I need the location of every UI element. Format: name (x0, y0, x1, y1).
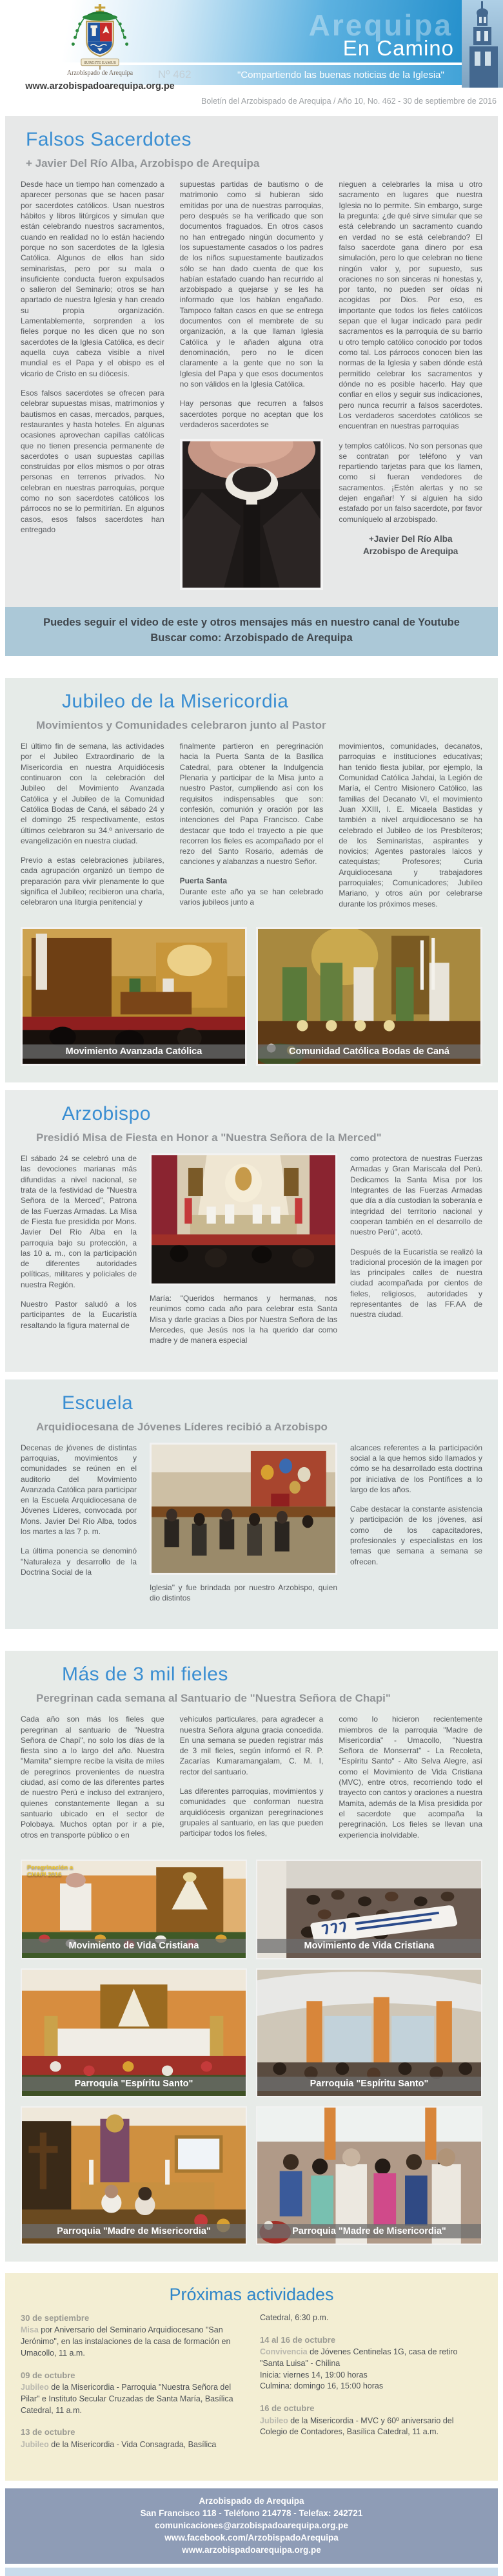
agenda-date: 16 de octubre (260, 2403, 315, 2414)
article-column-2 (150, 1443, 337, 1613)
logo-block (19, 3, 181, 91)
article-column-1 (21, 1443, 137, 1613)
article-column-3 (350, 1443, 482, 1613)
article-column-2 (150, 1153, 337, 1355)
article-column-3 (339, 741, 482, 918)
youtube-banner (5, 607, 498, 656)
agenda-item (260, 2312, 482, 2324)
agenda-item (260, 2403, 482, 2438)
photo-caption: Parroquia "Madre de Misericordia" (257, 2224, 481, 2238)
signature-role: Arzobispo de Arequipa (363, 546, 459, 556)
agenda-lead: Jubileo (21, 2383, 49, 2392)
photo-madre-misericordia-crowd (256, 2106, 482, 2245)
photo-caption: Movimiento de Vida Cristiana (257, 1939, 481, 1953)
footer (5, 2488, 498, 2564)
section-subtitle: Arquidiocesana de Jóvenes Líderes recibió a Arzobispo (36, 1420, 328, 1433)
photo-misa-merced (150, 1153, 337, 1285)
brand-title: En Camino (342, 36, 454, 60)
agenda-lead: Jubileo (260, 2416, 288, 2425)
photo-movimiento-avanzada-catolica (21, 927, 247, 1066)
section-subtitle: Movimientos y Comunidades celebraron junto al Pastor (36, 719, 326, 732)
agenda-date: 13 de octubre (21, 2427, 75, 2437)
article-column-1 (21, 1714, 164, 1849)
section-falsos-sacerdotes (5, 116, 498, 607)
photo-caption: Comunidad Católica Bodas de Caná (258, 1044, 480, 1059)
youtube-banner-line1: Puedes seguir el video de este y otros mensajes más en nuestro canal de Youtube (43, 617, 460, 629)
article-signature (339, 533, 482, 558)
footer-facebook-link[interactable]: www.facebook.com/ArzobispadoArequipa (164, 2533, 339, 2543)
footer-org: Arzobispado de Arequipa (199, 2495, 304, 2506)
article-paragraph: vehículos particulares, para agradecer a nuestra Señora alguna gracia concedida. En una semana se pueden registrar más de 3 mil fieles, según informó el R. P. Zacarías Kumaramangalam, C. M. I, rector del santuario. (179, 1715, 324, 1776)
article-paragraph: Desde hace un tiempo han comenzado a aparecer personas que se hacen pasar por sacerdotes católicos. Usan nuestros hábitos y libros litúrgicos y simulan que están celebrando nuestros sacramentos, cuando en realidad no lo están haciendo porque no son sacerdotes de la Iglesia Católica. Algunos de ellos han sido seminaristas, pero por su mala o insuficiente conducta fueron expulsados o salieron del Seminario; otros se han apartado de nuestra Iglesia y han creado su propia organización. Lamentablemente, sorprenden a los fieles porque no les dicen que no son sacerdotes de la Iglesia Católica, es decir aquella cuya cabeza visible a nivel mundial es el Papa y el obispo es el vicario de Cristo en su diócesis. (21, 180, 164, 378)
issue-number: Nº 462 (158, 68, 192, 81)
section-title: Escuela (62, 1392, 133, 1414)
article-paragraph: movimientos, comunidades, decanatos, parroquias e instituciones educativas; han tenido fiesta jubilar, por ejemplo, la Comunidad Católica Jahdai, la Legión de María, el Centro Misionero Católico, las familias del Decanato VI, el movimiento Juan XXIII, I. E. Micaela Bastidas y también a nivel arquidiocesano se ha celebrado el Jubileo de los Presbíteros; de los Seminaristas, aspirantes y novicios; Agentes pastorales laicos y catequistas; Profesores; Curia Arquidiocesana y trabajadores parroquiales; Comunicadores; Jubileo Mariano, y otros aún por celebrarse durante los próximos meses. (339, 742, 483, 908)
article-column-2 (180, 1714, 324, 1849)
agenda-item (21, 2370, 243, 2417)
article-paragraph: María: "Queridos hermanos y hermanas, nos reunimos como cada año para celebrar esta Santa Misa y darle gracias a Dios por Nuestra Señora de las Mercedes, que Jesús nos la ha querido dar como madre y de manera especial (150, 1294, 337, 1345)
section-title: Jubileo de la Misericordia (62, 691, 289, 713)
agenda-text-line3: Culmina: domingo 16, 15:00 horas (260, 2381, 384, 2391)
youtube-banner-line2[interactable]: Buscar como: Arzobispado de Arequipa (150, 632, 353, 644)
section-jubileo (5, 678, 498, 1082)
article-paragraph: finalmente partieron en peregrinación hacia la Puerta Santa de la Basílica Catedral, para obtener la Indulgencia Plenaria y participar de la Misa junto a nuestro Pastor, cumpliendo así con los requisitos indispensables que son: confesión, comunión y oración por las intenciones del Papa Francisco. Cabe destacar que todo el trayecto a pie que recorren los fieles es acompañado por el rezo del Santo Rosario, además de canciones y alabanzas a nuestro Señor. (179, 742, 324, 867)
article-paragraph: alcances referentes a la participación social a la que hemos sido llamados y cómo se ha desarrollado esta doctrina por iniciativa de los Pontífices a lo largo de los años. (350, 1443, 482, 1494)
article-column-1 (21, 179, 164, 590)
article-paragraph: Hay personas que recurren a falsos sacerdotes porque no aceptan que los verdaderos sacerdotes se (179, 399, 324, 429)
article-paragraph: Previo a estas celebraciones jubilares, cada agrupación organizó un tiempo de preparación para vivir plenamente lo que significa el Jubileo; recibieron una charla, celebraron una liturgia penitencial y (21, 856, 164, 907)
agenda-item (21, 2427, 243, 2450)
footer-address-phone: San Francisco 118 - Teléfono 214778 - Telefax: 242721 (140, 2508, 363, 2518)
article-paragraph: Iglesia" y fue brindada por nuestro Arzobispo, quien dio distintos (150, 1582, 337, 1602)
photo-caption: Parroquia "Madre de Misericordia" (22, 2224, 246, 2238)
photo-espiritu-santo-crowd (256, 1968, 482, 2097)
article-subhead: Puerta Santa (179, 876, 228, 885)
article-column-1 (21, 741, 164, 918)
section-arzobispo (5, 1090, 498, 1372)
article-paragraph: Cabe destacar la constante asistencia y participación de los jóvenes, así como de los capacitadores, profesionales y especialistas en los temas que semana a semana se ofrecen. (350, 1504, 482, 1566)
signature-name: +Javier Del Río Alba (368, 534, 453, 544)
header-website-link[interactable]: www.arzobispadoarequipa.org.pe (25, 81, 175, 91)
article-paragraph: Las diferentes parroquias, movimientos y comunidades que conforman nuestra arquidiócesis organizan peregrinaciones grupales al santuario, en las que pueden participar todos los fieles, (179, 1787, 324, 1838)
agenda-text: por Aniversario del Seminario Arquidiocesano "San Jerónimo", en las instalaciones de la casa de formación en Umacollo, 11 a.m. (21, 2325, 231, 2358)
photo-escuela-jovenes (150, 1443, 337, 1575)
agenda-item (21, 2312, 243, 2360)
section-byline: + Javier Del Río Alba, Arzobispo de Arequipa (26, 157, 260, 169)
priest-collar-photo (180, 439, 324, 590)
article-paragraph: nieguen a celebrarles la misa u otro sacramento en lugares que nuestra Iglesia no lo permite. Sin embargo, surge la pregunta: ¿de qué sirve simular que se está celebrando un sacramento cuando en verdad no se está celebrando? El falso sacerdote gana dinero por esa simulación, pero lo que celebran no tiene ningún valor y, por supuesto, sus oraciones no son sinceras ni honestas y, por tanto, no pueden ser oídas ni acogidas por Dios. Por eso, es importante que todos los fieles católicos sepan que el lugar indicado para pedir sacramentos es la parroquia de su barrio u otro templo católico conocido por todos como tal. Los párrocos conocen bien las normas de la Iglesia y saben dónde está permitido celebrar los sacramentos y dónde no es posible hacerlo. Hay que confiar en ellos y seguir sus indicaciones, pero nunca recurrir a falsos sacerdotes. Los verdaderos sacerdotes católicos se encuentran en nuestras parroquias (339, 180, 483, 431)
article-paragraph: supuestas partidas de bautismo o de matrimonio como si hubieran sido emitidas por una de nuestras parroquias, pero después se ha verificado que son documentos fraguados. En otros casos no han entregado ningún documento y los supuestamente casados o los padres de los niños supuestamente bautizados sólo se han dado cuenta de que los habían estafado cuando han recurrido al arzobispado a quejarse y se les ha informado que los habían engañado. Tampoco faltan casos en que se entrega documentos con el membrete de su organización, a la que llaman Iglesia Católica y le añaden alguna otra denominación, pero no le dicen claramente a la gente que no son la Iglesia del Papa y que esos documentos no son válidos en la Iglesia Católica. (179, 180, 324, 389)
photo-chapi-priest-shrine (21, 1860, 247, 1959)
header (0, 0, 503, 116)
section-title: Próximas actividades (169, 2284, 334, 2304)
photo-caption: Parroquia "Espíritu Santo" (22, 2077, 246, 2091)
agenda-text-line2: Inicia: viernes 14, 19:00 horas (260, 2370, 368, 2379)
section-subtitle: Peregrinan cada semana al Santuario de "Nuestra Señora de Chapi" (36, 1692, 391, 1705)
photo-caption: Movimiento Avanzada Católica (23, 1044, 245, 1059)
agenda-text: de Jóvenes Centinelas 1G, casa de retiro "Santa Luisa" - Chilina (260, 2347, 458, 2368)
article-paragraph: Después de la Eucaristía se realizó la tradicional procesión de la imagen por las principales calles de nuestra ciudad acompañada por cientos de fieles, religiosos, autoridades y representantes de las FF.AA de nuestra ciudad. (350, 1247, 482, 1320)
photo-badge: Peregrinación a CHAPI 2016 (27, 1863, 74, 1878)
article-paragraph: Durante este año ya se han celebrado varios jubileos junto a (179, 887, 324, 907)
article-paragraph: Decenas de jóvenes de distintas parroquias, movimientos y comunidades se reúnen en el auditorio del Movimiento Avanzada Católica para participar en la Escuela Arquidiocesana de Jóvenes Líderes, convocada por Mons. Javier Del Río Alba, todos los martes a las 7 p. m. (21, 1443, 137, 1537)
article-paragraph: El último fin de semana, las actividades por el Jubileo Extraordinario de la Misericordia en nuestra Arquidiócesis continuaron con la celebración del Jubileo del Movimiento Avanzada Católica y el Jubileo de la Comunidad Católica Bodas de Caná, el sábado 24 y el domingo 25 respectivamente, estos últimos celebraron su 34.º aniversario de evangelización en nuestra ciudad. (21, 742, 164, 845)
photo-mvc-crowd-banner (256, 1860, 482, 1959)
archbishopric-coat-of-arms-icon (66, 3, 133, 70)
article-column-1 (21, 1153, 137, 1355)
article-paragraph: Cada año son más los fieles que peregrinan al santuario de "Nuestra Señora de Chapi", no solo los días de la fiesta sino a lo largo del año. Nuestra "Mamita" siempre recibe la visita de miles de peregrinos provenientes de nuestra ciudad, así como de las diferentes partes de nuestro Perú e incluso del extranjero, quienes constantemente llegan a su santuario ubicado en el sector de Polobaya. Muchos optan por ir a pie, otros en transporte público o en (21, 1715, 164, 1840)
article-column-3 (339, 1714, 482, 1849)
footer-email-link[interactable]: comunicaciones@arzobispadoarequipa.org.pe (155, 2520, 348, 2530)
agenda-lead: Convivencia (260, 2347, 308, 2357)
article-paragraph: Esos falsos sacerdotes se ofrecen para celebrar supuestas misas, matrimonios y bautismos en casas, mercados, parques, restaurantes y hasta hoteles. En algunas ocasiones aprovechan capillas católicas que no tienen presencia permanente de sacerdotes o usan supuestas capillas construidas por ellos mismos o por otras personas en terrenos privados. No celebran en nuestras parroquias, porque como no son sacerdotes católicos los párrocos no se lo permitirían. En algunos casos, esos falsos sacerdotes han entregado (21, 388, 164, 534)
cathedral-tower-photo (462, 0, 503, 88)
agenda-column-right (260, 2312, 482, 2461)
section-mas-de-3-mil-fieles (5, 1651, 498, 2262)
photo-caption: Movimiento de Vida Cristiana (22, 1939, 246, 1953)
section-escuela (5, 1379, 498, 1629)
section-title: Más de 3 mil fieles (62, 1664, 228, 1686)
article-column-3 (339, 179, 482, 590)
logo-motto-text: SURGITE EAMUS (84, 61, 116, 66)
agenda-text: de la Misericordia - Parroquia "Nuestra Señora del Pilar" e Instituto Secular Cruzadas de Santa María, Basílica Catedral, 11 a.m. (21, 2383, 233, 2415)
article-paragraph: El sábado 24 se celebró una de las devociones marianas más difundidas a nivel nacional, se trata de la festividad de "Nuestra Señora de la Merced", Patrona de las Fuerzas Armadas. La Misa de Fiesta fue presidida por Mons. Javier Del Río Alba en la parroquia bajo su protección, a las 10 a. m., con la participación de diferentes autoridades políticas, militares y policiales de nuestra Región. (21, 1154, 137, 1289)
section-title: Arzobispo (62, 1103, 151, 1125)
agenda-item (260, 2334, 482, 2392)
article-column-2 (180, 741, 324, 918)
agenda-text: Catedral, 6:30 p.m. (260, 2312, 329, 2322)
article-column-3 (350, 1153, 482, 1355)
agenda-lead: Jubileo (21, 2439, 49, 2449)
article-paragraph: y templos católicos. No son personas que se contratan por teléfono y van repartiendo tarjetas para que los llamen, como si fueran vendedores de sacramentos. ¡Estén alertas y no se dejen engañar! Y si alguien ha sido estafado por un falso sacerdote, por favor comuníquelo al arzobispado. (339, 441, 483, 524)
photo-bodas-de-cana (256, 927, 482, 1066)
agenda-text: de la Misericordia - MVC y 60º aniversario del Colegio de Contadores, Basílica Catedral, 11 a.m. (260, 2416, 454, 2437)
article-column-2 (180, 179, 324, 590)
agenda-date: 09 de octubre (21, 2370, 75, 2380)
agenda-lead: Misa (21, 2325, 39, 2335)
tagline: "Compartiendo las buenas noticias de la Iglesia" (237, 70, 444, 81)
section-subtitle: Presidió Misa de Fiesta en Honor a "Nuestra Señora de la Merced" (36, 1131, 382, 1144)
bottom-accent-bar (5, 2568, 498, 2576)
agenda-column-left (21, 2312, 243, 2461)
article-paragraph: La última ponencia se denominó "Naturaleza y desarrollo de la Doctrina Social de la (21, 1546, 137, 1577)
article-paragraph: Nuestro Pastor saludó a los participantes de la Eucaristía resaltando la figura maternal de (21, 1300, 137, 1330)
bulletin-line: Boletín del Arzobispado de Arequipa / Año 10, No. 462 - 30 de septiembre de 2016 (201, 97, 497, 106)
section-proximas-actividades (5, 2273, 498, 2481)
article-paragraph: como protectora de nuestras Fuerzas Armadas y Gran Mariscala del Perú. Dedicamos la Santa Misa por los Integrantes de las Fuerzas Armadas que día a día custodian la soberanía e integridad del territorio nacional y cooperan también en el desarrollo de nuestro Perú", acotó. (350, 1154, 482, 1237)
footer-website-link[interactable]: www.arzobispadoarequipa.org.pe (182, 2545, 321, 2555)
photo-espiritu-santo-altar (21, 1968, 247, 2097)
agenda-text: de la Misericordia - Vida Consagrada, Basílica (48, 2439, 217, 2449)
article-paragraph: como lo hicieron recientemente miembros de la parroquia "Madre de Misericordia" - Umacollo, "Nuestra Señora de Monserrat" - La Recoleta, "Espíritu Santo" - Alto Selva Alegre, así como el Movimiento de Vida Cristiana (MVC), entre otros, recorriendo todo el trayecto con cantos y oraciones a nuestra Mamita, además de la Misa presidida por el sacerdote que acompaña la peregrinación. Los fieles se llevan una experiencia inolvidable. (339, 1715, 483, 1840)
org-name: Arzobispado de Arequipa (66, 70, 133, 77)
agenda-date: 30 de septiembre (21, 2312, 90, 2323)
photo-caption: Parroquia "Espíritu Santo" (257, 2077, 481, 2091)
photo-madre-misericordia-crucifix (21, 2106, 247, 2245)
agenda-date: 14 al 16 de octubre (260, 2334, 336, 2345)
section-title: Falsos Sacerdotes (26, 129, 192, 150)
brand-region-watermark: Arequipa (308, 8, 453, 42)
